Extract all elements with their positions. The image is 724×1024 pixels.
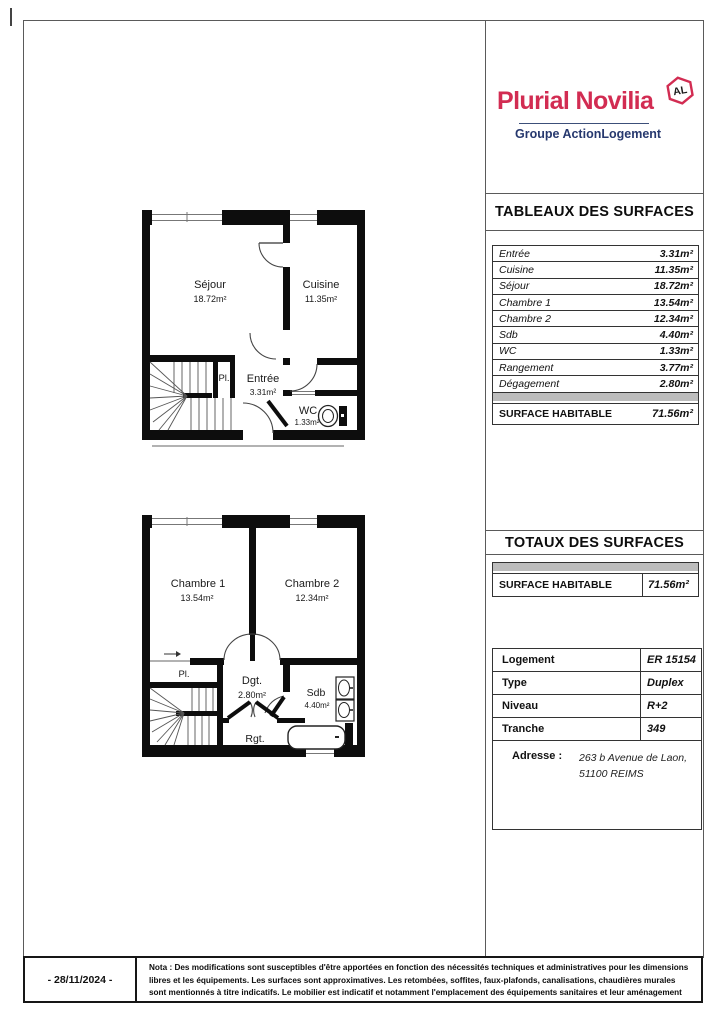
surface-row-value: 4.40m² [659, 329, 693, 342]
surface-row-value: 3.77m² [659, 361, 693, 374]
footer [23, 956, 703, 1003]
room-label-rgt: Rgt. [245, 733, 265, 745]
address-line1: 263 b Avenue de Laon, [579, 752, 688, 764]
property-table [492, 648, 702, 830]
room-area-sejour: 18.72m² [193, 294, 227, 304]
al-badge-icon [664, 74, 696, 112]
totaux-table [492, 562, 699, 597]
surface-row-value: 13.54m² [653, 296, 693, 309]
surface-row [493, 246, 698, 261]
logo-box [486, 21, 703, 193]
walls [142, 515, 365, 757]
sink-icon [336, 677, 354, 721]
surface-row-label: Rangement [499, 361, 554, 374]
walls [142, 210, 365, 440]
room-area-chambre1: 13.54m² [180, 593, 214, 603]
room-area-wc: 1.33m² [294, 418, 320, 427]
surface-row-label: Sdb [499, 329, 518, 342]
room-area-chambre2: 12.34m² [295, 593, 329, 603]
property-row-label: Logement [502, 654, 555, 666]
room-label-chambre1: Chambre 1 [170, 578, 226, 590]
property-row-label: Niveau [502, 700, 539, 712]
corner-mark [10, 8, 12, 26]
surface-row-value: 3.31m² [659, 247, 693, 260]
brand-wordmark: Plurial Novilia [497, 87, 654, 115]
lower-floor-plan [130, 505, 380, 770]
surface-row-label: Chambre 2 [499, 312, 551, 325]
room-label-wc: WC [298, 405, 318, 417]
surfaces-divider-band [493, 392, 698, 401]
surface-row-label: Entrée [499, 247, 530, 260]
room-label-sdb: Sdb [306, 687, 326, 699]
closet-front [150, 651, 190, 661]
totaux-row-label: SURFACE HABITABLE [499, 579, 612, 591]
surface-row [493, 261, 698, 277]
address-label: Adresse : [512, 750, 563, 762]
upper-floor-plan [130, 195, 380, 455]
footer-nota: Nota : Des modifications sont susceptibles d'être apportées en fonction des nécessités techniques et administratives pour les dimensions libres et les équipements. Les surfaces sont approximatives. Les retombées, soffites, faux-plafonds, canalisations, chaudières murales sont mentionnés à titre indicatifs. Le mobilier est indicatif et notamment l'emplacement des équipements sanitaires et leur aménagement [149, 963, 689, 998]
surface-row-label: Chambre 1 [499, 296, 551, 309]
surface-row-value: 1.33m² [659, 345, 693, 358]
property-row-value: R+2 [640, 695, 701, 717]
address-value [579, 750, 687, 829]
property-row-label: Type [502, 677, 527, 689]
address-block [493, 740, 701, 829]
room-label-sejour: Séjour [194, 279, 226, 291]
surface-row-label: Dégagement [499, 378, 560, 391]
brand-group-label: Groupe ActionLogement [515, 127, 662, 141]
surface-row-value: 11.35m² [654, 263, 693, 276]
surfaces-total-value: 71.56m² [652, 407, 693, 420]
toilet-icon [319, 406, 348, 427]
surfaces-total-row [493, 403, 698, 424]
totaux-row [493, 573, 698, 596]
property-row-label: Tranche [502, 723, 545, 735]
surface-row-label: Cuisine [499, 263, 535, 276]
stairs-icon [150, 688, 217, 745]
surfaces-table [492, 245, 699, 425]
al-badge-label: AL [672, 83, 689, 99]
footer-date: - 28/11/2024 - [25, 958, 137, 1001]
room-label-cuisine: Cuisine [302, 279, 340, 291]
room-label-dgt: Dgt. [241, 675, 263, 687]
bathtub-icon [288, 726, 345, 749]
totaux-header: TOTAUX DES SURFACES [486, 530, 703, 555]
room-area-cuisine: 11.35m² [304, 294, 338, 304]
room-label-chambre2: Chambre 2 [284, 578, 340, 590]
brand-underline [519, 123, 649, 124]
surface-row-value: 12.34m² [653, 312, 693, 325]
surfaces-header: TABLEAUX DES SURFACES [486, 193, 703, 231]
surface-row-label: Séjour [499, 280, 530, 293]
surface-row [493, 326, 698, 342]
surface-row-value: 2.80m² [659, 378, 693, 391]
property-row [493, 671, 701, 694]
surface-row [493, 278, 698, 294]
property-row [493, 717, 701, 740]
totaux-row-value: 71.56m² [642, 574, 698, 596]
surface-row-label: WC [499, 345, 517, 358]
room-area-sdb: 4.40m² [304, 701, 330, 710]
surface-row [493, 294, 698, 310]
surface-row-value: 18.72m² [653, 280, 693, 293]
property-row [493, 649, 701, 671]
property-row-value: Duplex [640, 672, 701, 694]
room-label-entree: Entrée [246, 373, 280, 385]
room-area-dgt: 2.80m² [237, 690, 267, 700]
surface-row [493, 375, 698, 391]
surface-row [493, 359, 698, 375]
totaux-divider-band [493, 563, 698, 571]
double-door-leaves [228, 697, 284, 718]
surface-row [493, 310, 698, 326]
surface-row [493, 343, 698, 359]
surfaces-total-label: SURFACE HABITABLE [499, 407, 612, 420]
room-label-pl: Pl. [218, 373, 230, 384]
property-row [493, 694, 701, 717]
property-row-value: 349 [640, 718, 701, 740]
room-label-pl: Pl. [178, 669, 190, 680]
room-area-entree: 3.31m² [249, 387, 277, 397]
address-line2: 51100 REIMS [579, 768, 644, 780]
property-row-value: ER 15154 [640, 649, 701, 671]
